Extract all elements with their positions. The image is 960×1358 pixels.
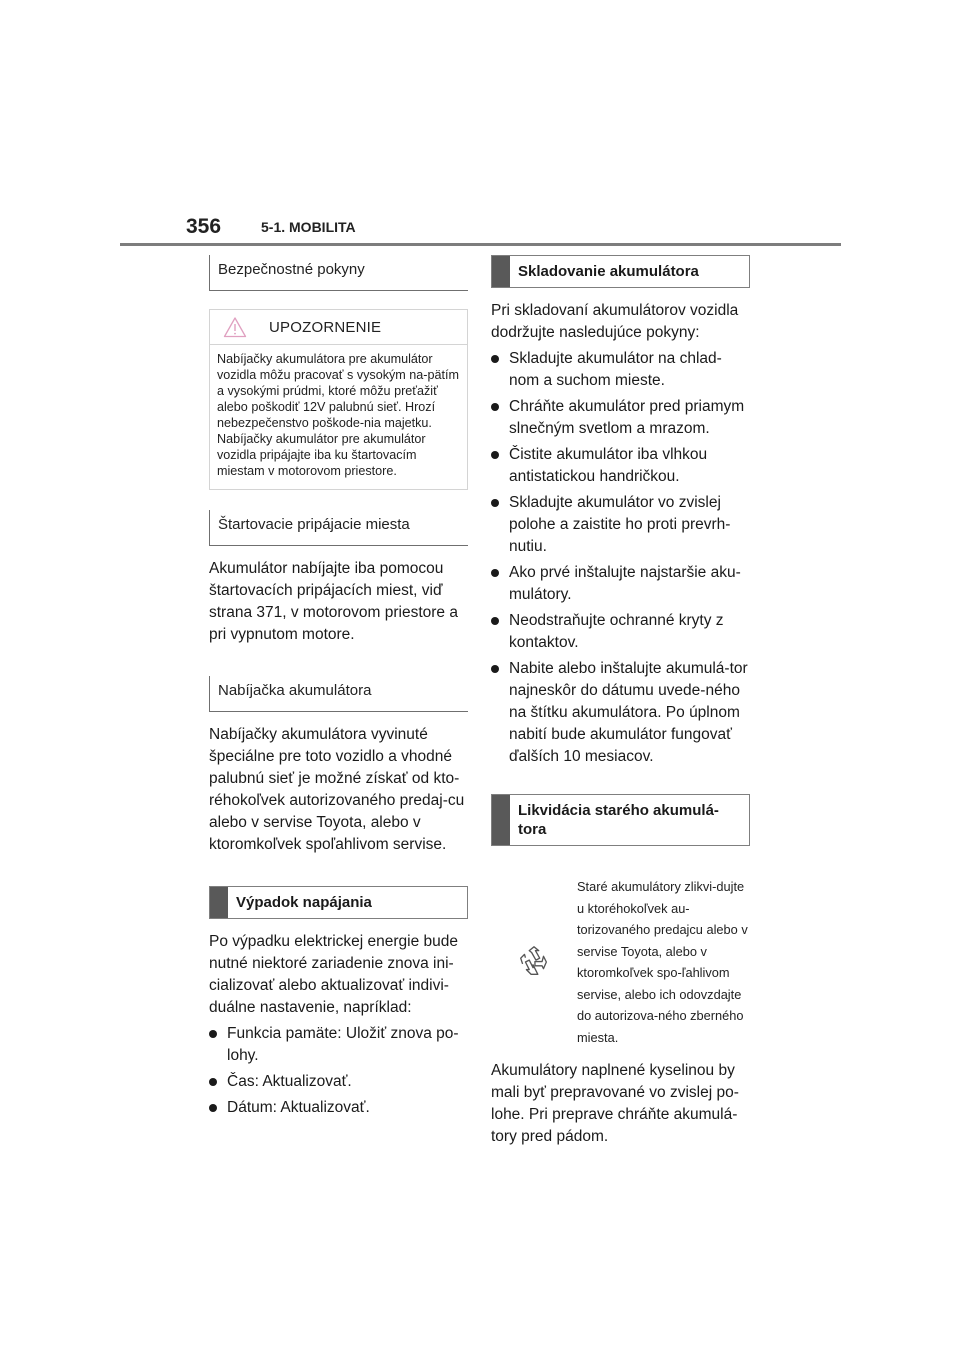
heading-bar (492, 256, 510, 287)
recycle-icon (515, 943, 553, 981)
list-item: Skladujte akumulátor vo zvislej polohe a zaistite ho proti prevrh-nutiu. (491, 492, 750, 558)
list-item: Ako prvé inštalujte najstaršie aku-mulátory. (491, 562, 750, 606)
disposal-text: Akumulátory naplnené kyselinou by mali byť prepravované vo zvislej po-lohe. Pri preprave chráňte akumulá-tory pred pádom. (491, 1062, 739, 1145)
storage-title: Skladovanie akumulátora (518, 263, 699, 280)
warning-header (210, 310, 467, 345)
disposal-heading (491, 794, 750, 846)
storage-heading (491, 255, 750, 288)
power-outage-title: Výpadok napájania (236, 894, 372, 911)
disposal-title: Likvidácia starého akumulá-tora (518, 802, 719, 838)
list-item: Chráňte akumulátor pred priamym slnečným svetlom a mrazom. (491, 396, 750, 440)
start-points-heading: Štartovacie pripájacie miesta (209, 510, 468, 546)
power-outage-heading (209, 886, 468, 919)
warning-text: Nabíjačky akumulátora pre akumulátor vozidla môžu pracovať s vysokým na-pätím a vysokými prúdmi, ktoré môžu preťažiť alebo poškodiť 12V palubnú sieť. Hrozí nebezpečenstvo poškode-nia majetku. Nabíjačky akumulátor pre akumulátor vozidla pripájajte iba ku štartovacím miestam v motorovom priestore. (217, 352, 459, 478)
warning-label: UPOZORNENIE (269, 318, 382, 336)
list-item: Čistite akumulátor iba vlhkou antistatickou handričkou. (491, 444, 750, 488)
list-item: Neodstraňujte ochranné kryty z kontaktov. (491, 610, 750, 654)
warning-triangle-icon (223, 316, 247, 338)
list-item: Nabite alebo inštalujte akumulá-tor najneskôr do dátumu uvede-ného na štítku akumulátora. Po úplnom nabití bude akumulátor fungovať ďalších 10 mesiacov. (491, 658, 750, 768)
list-item: Čas: Aktualizovať. (209, 1071, 468, 1093)
list-item: Funkcia pamäte: Uložiť znova po-lohy. (209, 1023, 468, 1067)
list-item: Skladujte akumulátor na chlad-nom a suchom mieste. (491, 348, 750, 392)
header-rule (120, 243, 841, 246)
recycle-note (491, 876, 750, 1048)
charger-heading: Nabíjačka akumulátora (209, 676, 468, 712)
right-column (491, 255, 750, 1148)
start-points-text: Akumulátor nabíjajte iba pomocou štartovacích pripájacích miest, viď strana 371, v motorovom priestore a pri vypnutom motore. (209, 560, 458, 643)
page-number: 356 (186, 215, 222, 238)
power-outage-text: Po výpadku elektrickej energie bude nutné niektoré zariadenie znova ini-cializovať alebo aktualizovať indivi-duálne nastavenie, napríklad: (209, 933, 459, 1016)
heading-bar (210, 887, 228, 918)
heading-bar (492, 795, 510, 845)
page-header (0, 0, 960, 250)
safety-heading: Bezpečnostné pokyny (209, 255, 468, 291)
storage-text: Pri skladovaní akumulátorov vozidla dodržujte nasledujúce pokyny: (491, 302, 739, 341)
left-column (209, 255, 468, 1119)
list-item: Dátum: Aktualizovať. (209, 1097, 468, 1119)
power-outage-list (209, 1023, 468, 1119)
recycle-text: Staré akumulátory zlikvi-dujte u ktoréhokoľvek au-torizovaného predajcu alebo v servise Toyota, alebo v ktoromkoľvek spo-ľahlivom servise, alebo ich odovzdajte do autorizova-ného zberného miesta. (577, 879, 748, 1045)
warning-box (209, 309, 468, 490)
storage-list (491, 348, 750, 768)
charger-text: Nabíjačky akumulátora vyvinuté špeciálne pre toto vozidlo a vhodné palubnú sieť je možné získať od kto-réhokoľvek autorizovaného predaj-cu alebo v servise Toyota, alebo v ktoromkoľvek spoľahlivom servise. (209, 726, 465, 853)
section-title: 5-1. MOBILITA (261, 219, 356, 235)
